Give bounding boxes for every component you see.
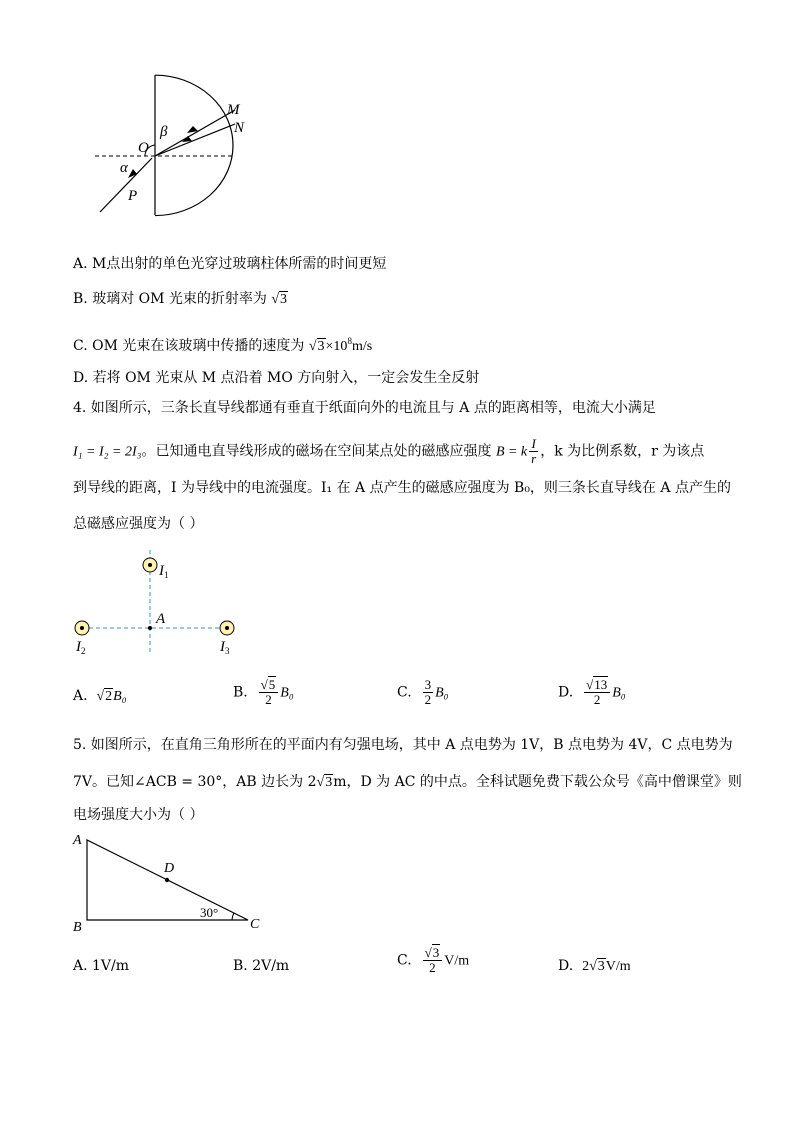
q5-line2-b: m，D 为 AC 的中点。全科试题免费下载公众号《高中僧课堂》则 bbox=[333, 774, 742, 790]
label: C. bbox=[397, 952, 412, 969]
b0: B₀ bbox=[113, 689, 127, 704]
label-A: A bbox=[156, 611, 166, 627]
q5-stem-line1: 5. 如图所示，在直角三角形所在的平面内有匀强电场，其中 A 点电势为 1V，B 点电势为 4V，C 点电势为 bbox=[73, 737, 733, 753]
label-M: M bbox=[227, 102, 240, 118]
den: 2 bbox=[265, 692, 272, 707]
q5-option-a: A. 1V/m bbox=[73, 958, 130, 974]
label-I2: $I_2$ bbox=[76, 639, 86, 656]
label-B: B bbox=[73, 920, 82, 935]
label-alpha: α bbox=[120, 160, 128, 176]
den: r bbox=[531, 451, 537, 466]
figure-semicircle-glass bbox=[90, 70, 260, 220]
figure-right-triangle bbox=[70, 830, 270, 936]
q5-stem-line3: 电场强度大小为（ ） bbox=[73, 807, 204, 823]
label: B. bbox=[233, 684, 248, 701]
q3-option-b-text: B. 玻璃对 OM 光束的折射率为 bbox=[73, 291, 267, 307]
label-A: A bbox=[73, 833, 82, 848]
den: 2 bbox=[429, 960, 436, 975]
q3-option-b bbox=[73, 289, 288, 310]
arrow-P bbox=[128, 169, 137, 178]
exponent: 8 bbox=[347, 336, 352, 346]
unit: V/m bbox=[605, 959, 631, 974]
label: D. bbox=[558, 684, 574, 701]
label-angle-30: 30° bbox=[200, 905, 219, 920]
label-I1: $I_1$ bbox=[159, 563, 169, 580]
unit: m/s bbox=[351, 339, 373, 354]
q4-stem-line2 bbox=[73, 437, 704, 466]
num: 3 bbox=[424, 677, 432, 692]
frac-sqrt5-over-2: $\frac{√5}{2}$ bbox=[259, 678, 279, 707]
coef: 2 bbox=[582, 959, 590, 974]
point-D bbox=[165, 878, 169, 882]
rad: 3 bbox=[325, 775, 333, 790]
q5-option-c bbox=[397, 946, 469, 975]
semicircle-outline bbox=[155, 75, 233, 215]
den: 2 bbox=[424, 692, 432, 707]
rad: 3 bbox=[317, 339, 325, 354]
angle-C-arc bbox=[232, 913, 234, 920]
q5-line2-a: 7V。已知∠ACB = 30°，AB 边长为 2 bbox=[73, 774, 317, 790]
rad: 3 bbox=[597, 959, 605, 974]
b0: B₀ bbox=[612, 685, 626, 701]
point-A bbox=[148, 626, 152, 630]
num: I bbox=[529, 437, 538, 452]
label-I3: $I_3$ bbox=[220, 639, 230, 656]
b0: B₀ bbox=[435, 685, 449, 701]
label-D: D bbox=[164, 861, 175, 876]
wire-I2 bbox=[75, 621, 89, 635]
q4-stem-line1: 4. 如图所示，三条长直导线都通有垂直于纸面向外的电流且与 A 点的距离相等，电流大小满足 bbox=[73, 400, 656, 416]
rad: 13 bbox=[594, 677, 608, 692]
label-N: N bbox=[234, 120, 245, 136]
frac-3-over-2 bbox=[423, 678, 434, 707]
q3-option-c bbox=[73, 331, 372, 357]
q4-option-a bbox=[73, 686, 127, 707]
formula-lhs: B = k bbox=[495, 444, 528, 460]
q4-line2-tail: ，k 为比例系数，r 为该点 bbox=[540, 443, 705, 460]
q5-option-d bbox=[558, 956, 631, 977]
q3-option-a: A. M点出射的单色光穿过玻璃柱体所需的时间更短 bbox=[73, 256, 387, 272]
q5-option-b: B. 2V/m bbox=[233, 958, 290, 974]
b0: B₀ bbox=[280, 685, 294, 701]
q5-stem-line2 bbox=[73, 772, 742, 793]
wire-I3 bbox=[220, 621, 234, 635]
sqrt-3: √3 bbox=[271, 292, 288, 307]
frac-sqrt3-over-2: $\frac{√3}{2}$ bbox=[423, 946, 443, 975]
rad: 3 bbox=[280, 292, 288, 307]
q4-stem-line3: 到导线的距离，I 为导线中的电流强度。I₁ 在 A 点产生的磁感应强度为 B₀，则三条长直导线在 A 点产生的 bbox=[73, 480, 731, 496]
q4-line2-text: 。已知通电直导线形成的磁场在空间某点处的磁感应强度 bbox=[141, 443, 492, 460]
rad: 3 bbox=[432, 945, 440, 960]
q4-option-b bbox=[233, 678, 294, 707]
current-relation: I₁ = I₂ = 2I₃ bbox=[73, 444, 142, 460]
times-ten: ×10 bbox=[325, 339, 348, 354]
sqrt-2: √2 bbox=[96, 689, 113, 704]
label-O: O bbox=[138, 140, 149, 156]
label-C: C bbox=[250, 917, 260, 932]
q4-option-d bbox=[558, 678, 626, 707]
q3-option-c-text: C. OM 光束在该玻璃中传播的速度为 bbox=[73, 338, 305, 354]
sqrt-3: √3 bbox=[316, 775, 333, 790]
label: D. bbox=[558, 958, 574, 974]
wire-I1 bbox=[143, 558, 157, 572]
sqrt-3: √3 bbox=[308, 339, 325, 354]
sqrt-3: √3 bbox=[589, 959, 605, 974]
rad: 2 bbox=[105, 689, 113, 704]
figure-three-wires bbox=[70, 548, 250, 660]
label: A. bbox=[73, 688, 88, 704]
q4-option-c bbox=[397, 678, 449, 707]
label-beta: β bbox=[160, 124, 168, 140]
rad: 5 bbox=[268, 677, 276, 692]
den: 2 bbox=[593, 692, 601, 707]
q4-stem-line4: 总磁感应强度为（ ） bbox=[73, 516, 204, 532]
q3-option-d: D. 若将 OM 光束从 M 点沿着 MO 方向射入，一定会发生全反射 bbox=[73, 370, 480, 386]
label: C. bbox=[397, 684, 412, 701]
label-P: P bbox=[128, 188, 138, 204]
unit: V/m bbox=[444, 953, 470, 969]
frac-sqrt13-over-2: $\frac{√13}{2}$ bbox=[584, 678, 610, 707]
fraction-I-over-r bbox=[529, 437, 538, 466]
